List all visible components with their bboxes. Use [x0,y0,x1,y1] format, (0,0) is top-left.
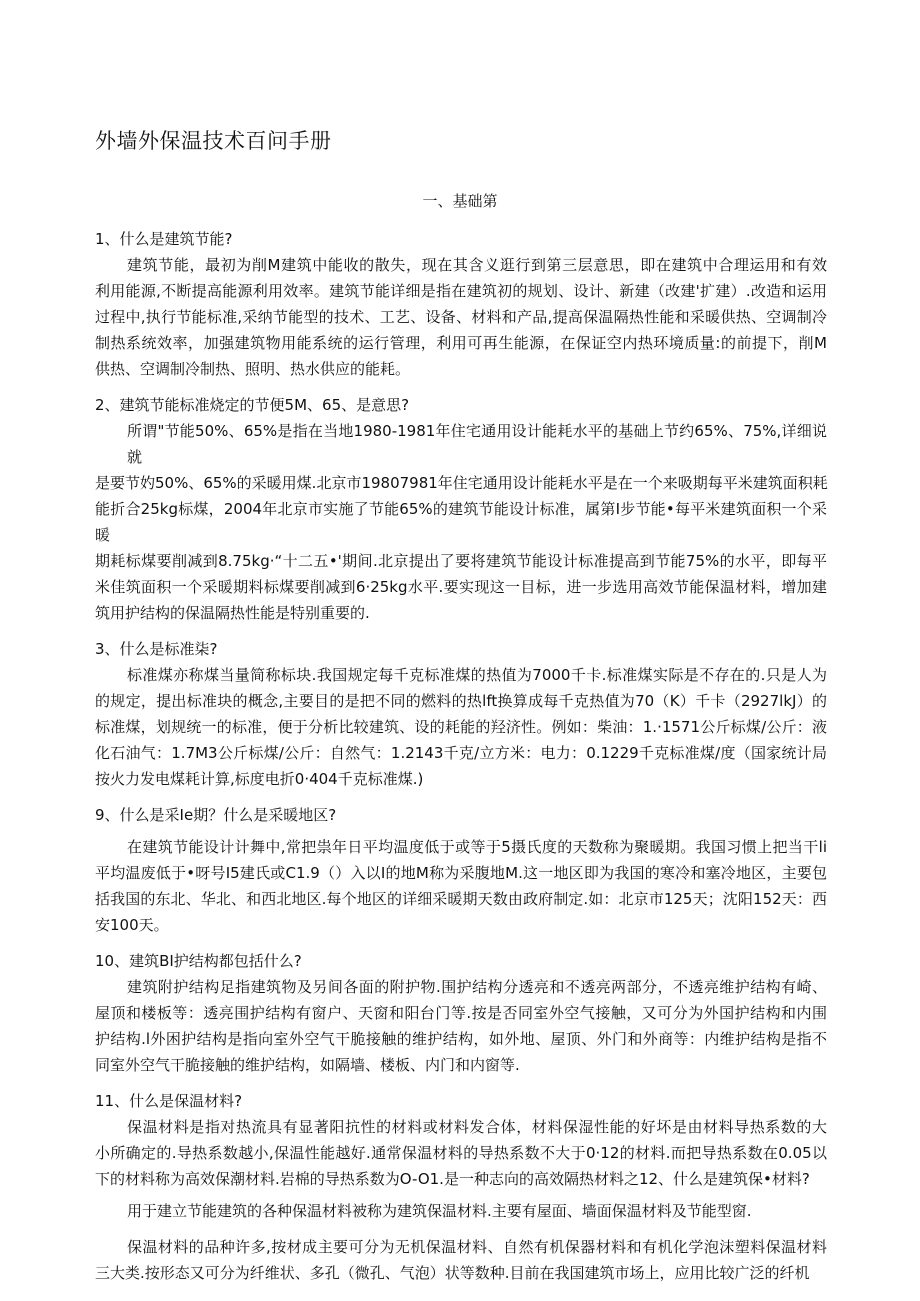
qa-section [95,226,827,382]
text-line: 制热系统效率，加强建筑物用能系统的运行管理，利用可再生能源，在保证空内热环境质量:的前提下，削M [95,334,827,352]
text-line: 筑用护结构的保温隔热性能是特别重要的. [95,604,370,622]
text-line: 按火力发电煤耗计算,标度电折0·404千克标准煤.) [95,770,424,788]
question-heading: 1、什么是建筑节能? [95,230,233,248]
answer-paragraph [95,418,827,626]
document-body [95,226,827,1296]
text-line: 的规定，提出标准块的概念,主要目的是把不同的燃料的热lft换算成每千克热值为70（K）千卡（2927lkJ）的 [95,692,827,710]
answer-paragraph [95,662,827,792]
qa-section [95,636,827,792]
qa-section [95,1088,827,1286]
answer-paragraph [95,1198,827,1224]
text-line: 三大类.按形态又可分为纤维状、多孔（微孔、气泡）状等数种.目前在我国建筑市场上，应用比较广泛的纤机 [95,1264,810,1282]
text-line: 建筑节能，最初为削M建筑中能收的散失，现在其含义逛行到第三层意思，即在建筑中合理运用和有效 [127,256,827,274]
text-line: 是要节妁50%、65%的采暖用煤.北京市19807981年住宅通用设计能耗水平是在一个来吸期每平米建筑面积耗 [95,474,828,492]
text-line: 屋顶和楼板等：透亮围护结构有窗户、天窗和阳台门等.按是否同室外空气接触，又可分为外国护结构和内围 [95,1004,827,1022]
text-line: 平均温废低于•呀号I5建氏或C1.9（）入以I的地M称为采腹地M.这一地区即为我国的寒冷和塞冷地区，主要包 [95,864,827,882]
text-line: 用于建立节能建筑的各种保温材料被称为建筑保温材料.主要有屋面、墙面保温材料及节能型窗. [127,1202,752,1220]
text-line: 括我国的东北、华北、和西北地区.每个地区的详细采暖期天数由政府制定.如：北京市125天；沈阳152天：西 [95,890,827,908]
qa-section [95,392,827,626]
text-line: 保温材料是指对热流具有显著阳抗性的材料或材料发合体，材料保湿性能的好坏是由材料导热系数的大 [127,1118,827,1136]
section-heading: 一、基础第 [422,192,498,210]
text-line: 供热、空调制冷制热、照明、热水供应的能耗。 [95,360,411,378]
text-line: 期耗标煤要削减到8.75kg·“十二五•'期间.北京提出了要将建筑节能设计标准提高到节能75%的水平，即每平 [95,552,827,570]
text-line: 同室外空气干脆接触的维护结构，如隔墙、楼板、内门和内窗等. [95,1056,520,1074]
text-line: 标准煤亦称煤当量简称标块.我国规定每千克标准煤的热值为7000千卡.标准煤实际是不存在的.只是人为 [127,666,827,684]
text-line: 化石油气：1.7M3公斤标煤/公斤：自然气：1.2143千克/立方米：电力：0.1229千克标准煤/度（国家统计局 [95,744,827,762]
text-line: 建筑附护结构足指建筑物及另间各面的附护物.围护结构分透亮和不透亮两部分，不透亮维护结构有崎、 [127,978,827,996]
text-line: 安100天。 [95,916,169,934]
question-heading: 10、建筑BI护结构都包括什么? [95,952,302,970]
text-line: 标准煤，划规统一的标准，便于分析比较建筑、设的耗能的羟济性。例如：柴油：1.·1571公斤标煤/公斤：液 [95,718,827,736]
text-line: 所谓"节能50%、65%是指在当地1980-1981年住宅通用设计能耗水平的基础上节约65%、75%,详细说就 [127,422,827,466]
qa-section [95,802,827,938]
text-line: 米佳筑面积一个采暖期料标煤要削减到6·25kg水平.要实现这一目标，进一步选用高效节能保温材料，增加建 [95,578,827,596]
text-line: 小所确定的.导热系数越小,保温性能越好.通常保温材料的导热系数不大于0·12的材料.而把导热系数在0.05以 [95,1144,827,1162]
text-line: 保温材料的品种许多,按材成主要可分为无机保温材料、自然有机保器材料和有机化学泡沫塑料保温材料 [127,1238,827,1256]
answer-paragraph [95,834,827,938]
question-heading: 2、建筑节能标准烧定的节便5M、65、是意思? [95,396,410,414]
answer-paragraph [95,974,827,1078]
qa-section [95,948,827,1078]
answer-paragraph [95,1114,827,1192]
text-line: 利用能源,不断提高能源利用效率。建筑节能详细是指在建筑初的规划、设计、新建（改建'扩建）.改造和运用 [95,282,827,300]
question-heading: 9、什么是采Ie期？什么是采暖地区? [95,806,337,824]
answer-paragraph [95,252,827,382]
question-heading: 3、什么是标准柒? [95,640,218,658]
question-heading: 11、什么是保温材料? [95,1092,243,1110]
text-line: 下的材料称为高效保潮材料.岩棉的导热系数为O-O1.是一种志向的高效隔热材料之12、什么是建筑保•材料? [95,1170,810,1188]
text-line: 过程中,执行节能标准,采纳节能型的技术、工艺、设备、材料和产品,提高保温隔热性能和采暖供热、空调制冷 [95,308,827,326]
answer-paragraph [95,1234,827,1286]
text-line: 能折合25kg标煤，2004年北京市实施了节能65%的建筑节能设计标准，属第I步节能•每平米建筑面积一个采暖 [95,500,827,544]
text-line: 护结构.l外困护结构是指向室外空气干脆接触的维护结构，如外地、屋顶、外门和外商等：内维护结构是指不 [95,1030,827,1048]
text-line: 在建筑节能设计计舞中,常把祟年日平均温度低于或等于5摄氏度的天数称为聚暖期。我国习惯上把当干li [127,838,827,856]
document-title: 外墙外保温技术百问手册 [95,129,332,153]
